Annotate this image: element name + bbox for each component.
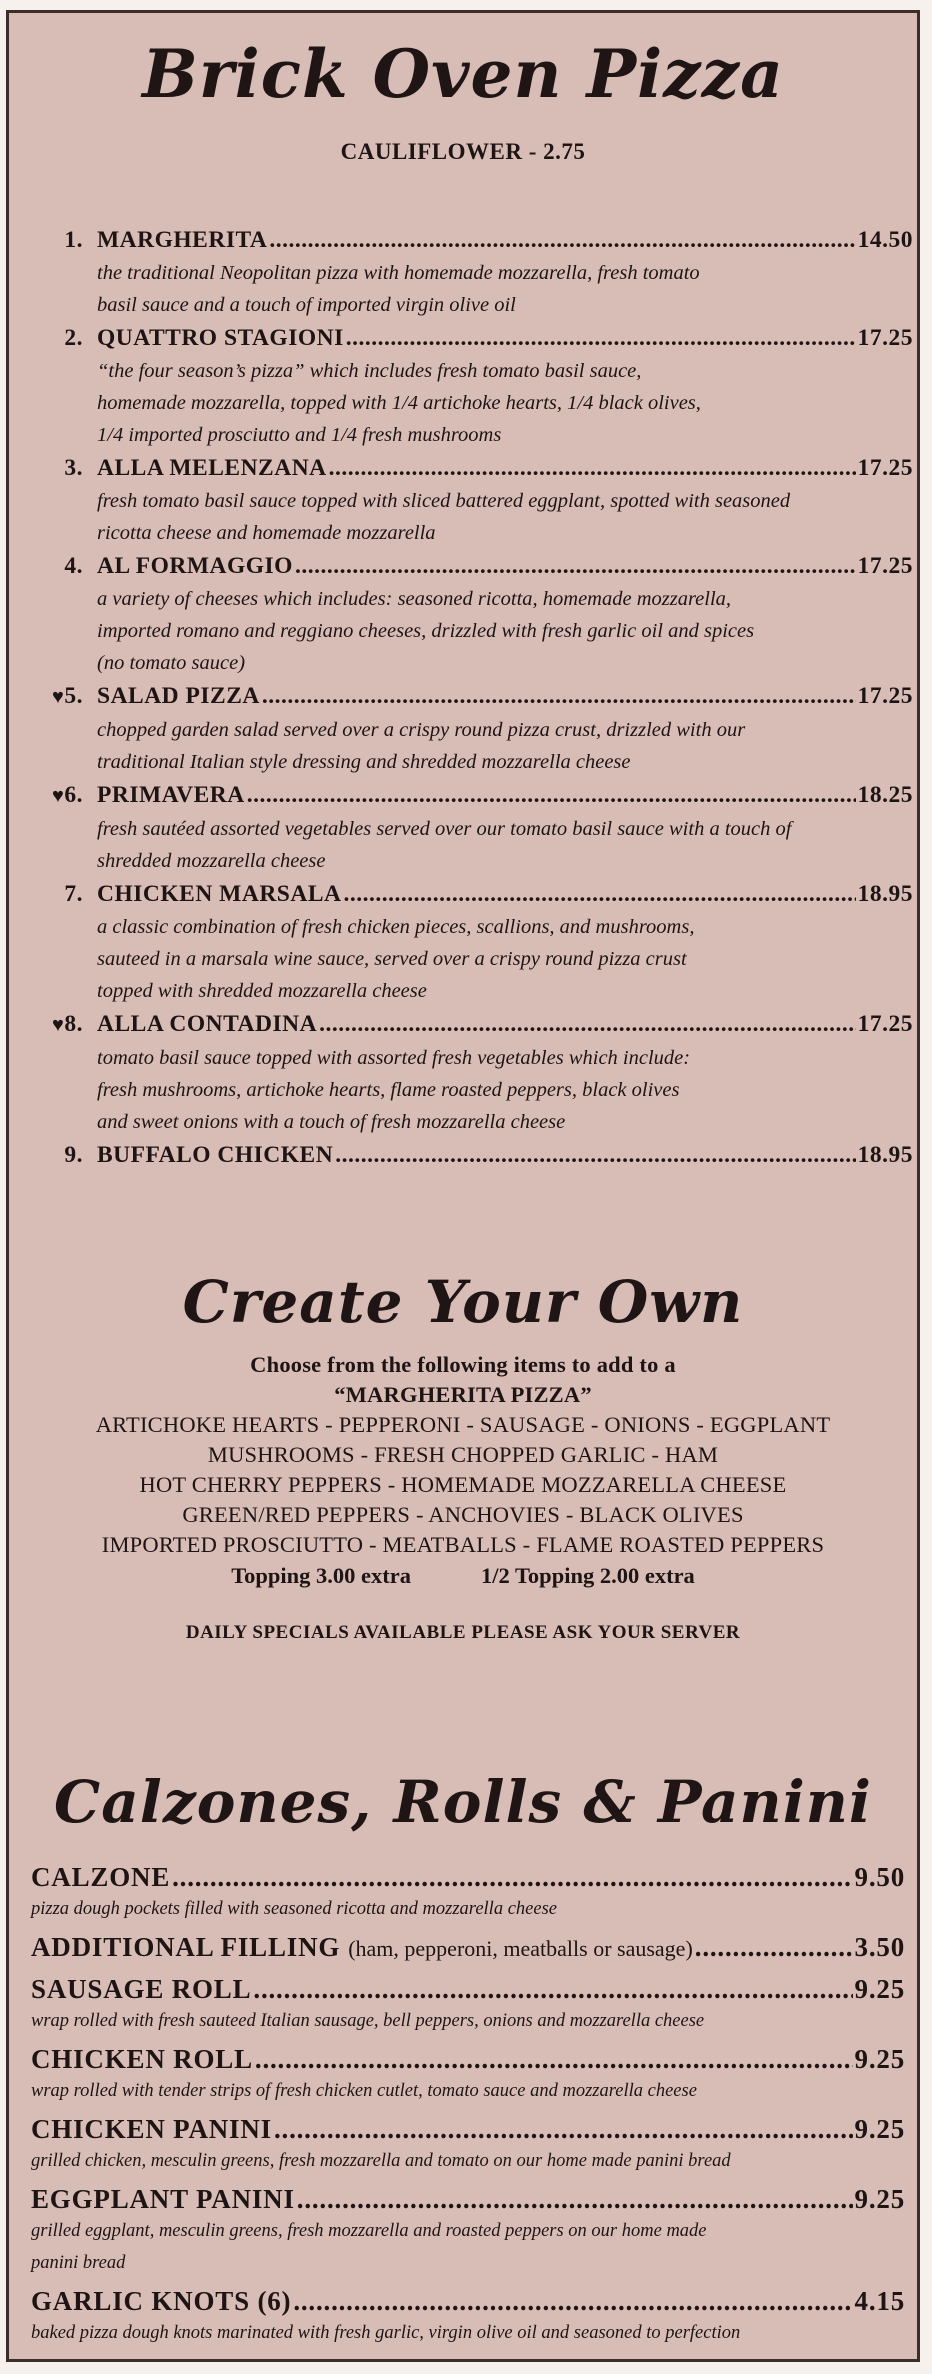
calzone-item-price: 9.25 — [854, 2184, 905, 2214]
pizza-item-price: 18.95 — [857, 1142, 913, 1168]
dot-leader — [335, 1138, 855, 1172]
pizza-item-number: 3. — [64, 455, 83, 481]
pizza-item-number: 4. — [64, 553, 83, 579]
pizza-item-description: 1/4 imported prosciutto and 1/4 fresh mushrooms — [97, 424, 502, 446]
pizza-item-description: tomato basil sauce topped with assorted fresh vegetables which include: — [97, 1047, 691, 1069]
calzone-item-description: grilled eggplant, mesculin greens, fresh mozzarella and roasted peppers on our home made — [31, 2221, 707, 2241]
pizza-item-price: 14.50 — [857, 227, 913, 253]
pizza-item — [37, 877, 913, 1007]
dot-leader — [253, 1970, 852, 2008]
pizza-item-description: chopped garden salad served over a crispy round pizza crust, drizzled with our — [97, 719, 746, 741]
pizza-item-price: 18.25 — [857, 782, 913, 808]
toppings-line: MUSHROOMS - FRESH CHOPPED GARLIC - HAM — [207, 1442, 719, 1467]
pizza-item-price: 17.25 — [857, 553, 913, 579]
pizza-item-number: 2. — [64, 325, 83, 351]
calzone-item-description: grilled chicken, mesculin greens, fresh mozzarella and tomato on our home made panini bread — [31, 2151, 731, 2171]
pizza-item-name: SALAD PIZZA — [97, 683, 260, 709]
pizza-item-price: 17.25 — [857, 683, 913, 709]
pizza-item-price: 17.25 — [857, 1011, 913, 1037]
dot-leader — [255, 2040, 853, 2078]
pizza-item-name: QUATTRO STAGIONI — [97, 325, 344, 351]
pizza-item-description: fresh sautéed assorted vegetables served over our tomato basil sauce with a touch of — [97, 818, 792, 840]
pizza-item — [37, 1007, 913, 1138]
dot-leader — [319, 1007, 856, 1041]
pizza-title: Brick Oven Pizza — [142, 35, 784, 113]
half-topping-price: 1/2 Topping 2.00 extra — [481, 1563, 695, 1588]
pizza-item-description: topped with shredded mozzarella cheese — [97, 980, 427, 1002]
pizza-item-description: a variety of cheeses which includes: seasoned ricotta, homemade mozzarella, — [97, 588, 732, 610]
calzone-item-name: CHICKEN ROLL — [31, 2044, 253, 2074]
calzone-item-price: 9.25 — [854, 1974, 905, 2004]
calzone-item-extra: (ham, pepperoni, meatballs or sausage) — [348, 1936, 693, 1961]
toppings-list — [9, 1410, 917, 1560]
calzone-item — [31, 1928, 905, 1968]
calzone-item-name: GARLIC KNOTS (6) — [31, 2286, 292, 2316]
toppings-line: ARTICHOKE HEARTS - PEPPERONI - SAUSAGE - ONIONS - EGGPLANT — [95, 1412, 831, 1437]
calzone-item — [31, 2282, 905, 2346]
pizza-item-name: AL FORMAGGIO — [97, 553, 293, 579]
menu-page — [6, 10, 920, 2362]
dot-leader — [695, 1928, 853, 1966]
calzone-item-description: panini bread — [31, 2253, 126, 2273]
calzone-item-price: 4.15 — [854, 2286, 905, 2316]
pizza-item-price: 17.25 — [857, 325, 913, 351]
pizza-item-description: shredded mozzarella cheese — [97, 850, 326, 872]
calzone-item — [31, 2040, 905, 2104]
pizza-item-name: PRIMAVERA — [97, 782, 245, 808]
toppings-line: GREEN/RED PEPPERS - ANCHOVIES - BLACK OLIVES — [182, 1502, 744, 1527]
pizza-item-price: 17.25 — [857, 455, 913, 481]
topping-prices — [9, 1560, 917, 1592]
toppings-line: HOT CHERRY PEPPERS - HOMEMADE MOZZARELLA CHEESE — [139, 1472, 787, 1497]
calzones-list — [31, 1858, 905, 2352]
dot-leader — [343, 877, 855, 911]
dot-leader — [262, 679, 856, 713]
dot-leader — [247, 778, 856, 812]
pizza-item — [37, 223, 913, 321]
pizza-item — [37, 321, 913, 451]
pizza-item-number: ♥6. — [52, 782, 83, 808]
pizza-item-name: ALLA MELENZANA — [97, 455, 327, 481]
dot-leader — [274, 2110, 853, 2148]
pizza-item-name: CHICKEN MARSALA — [97, 881, 342, 907]
pizza-item-name: BUFFALO CHICKEN — [97, 1142, 334, 1168]
pizza-item-description: fresh tomato basil sauce topped with sliced battered eggplant, spotted with seasoned — [97, 490, 791, 512]
calzone-item-price: 9.25 — [854, 2114, 905, 2144]
cauliflower-option: CAULIFLOWER - 2.75 — [340, 139, 586, 164]
create-intro-margherita: “MARGHERITA PIZZA” — [334, 1382, 592, 1407]
calzone-item-price: 9.50 — [854, 1862, 905, 1892]
calzone-item-description: pizza dough pockets filled with seasoned ricotta and mozzarella cheese — [31, 1899, 557, 1919]
calzone-item-name: CALZONE — [31, 1862, 171, 1892]
pizza-item-number: ♥8. — [52, 1011, 83, 1037]
toppings-line: IMPORTED PROSCIUTTO - MEATBALLS - FLAME ROASTED PEPPERS — [101, 1532, 825, 1557]
calzone-item — [31, 1858, 905, 1922]
pizza-item-name: ALLA CONTADINA — [97, 1011, 318, 1037]
pizza-item-number: 9. — [64, 1142, 83, 1168]
calzone-item-description: baked pizza dough knots marinated with fresh garlic, virgin olive oil and seasoned to perfection — [31, 2323, 741, 2343]
pizza-item-description: a classic combination of fresh chicken pieces, scallions, and mushrooms, — [97, 916, 695, 938]
heart-icon: ♥ — [52, 785, 65, 807]
calzone-item-price: 9.25 — [854, 2044, 905, 2074]
pizza-item-description: imported romano and reggiano cheeses, drizzled with fresh garlic oil and spices — [97, 620, 755, 642]
pizza-item-number: ♥5. — [52, 683, 83, 709]
dot-leader — [295, 549, 856, 583]
dot-leader — [293, 2282, 852, 2320]
calzone-item-description: wrap rolled with fresh sauteed Italian sausage, bell peppers, onions and mozzarella cheese — [31, 2011, 705, 2031]
create-intro: Choose from the following items to add to a — [250, 1352, 676, 1377]
pizza-item-description: ricotta cheese and homemade mozzarella — [97, 522, 436, 544]
calzone-item-name: EGGPLANT PANINI — [31, 2184, 295, 2214]
calzone-item-description: wrap rolled with tender strips of fresh chicken cutlet, tomato sauce and mozzarella cheese — [31, 2081, 697, 2101]
pizza-item-description: (no tomato sauce) — [97, 652, 246, 674]
pizza-item-description: basil sauce and a touch of imported virgin olive oil — [97, 294, 516, 316]
calzone-item — [31, 2180, 905, 2276]
pizza-item-description: “the four season’s pizza” which includes fresh tomato basil sauce, — [97, 360, 642, 382]
pizza-item-price: 18.95 — [857, 881, 913, 907]
daily-specials-note: DAILY SPECIALS AVAILABLE PLEASE ASK YOUR SERVER — [185, 1622, 741, 1643]
dot-leader — [329, 451, 856, 485]
calzone-item — [31, 1970, 905, 2034]
calzone-item — [31, 2110, 905, 2174]
heart-icon: ♥ — [52, 686, 65, 708]
calzones-title: Calzones, Rolls & Panini — [54, 1768, 872, 1836]
dot-leader — [269, 223, 855, 257]
pizza-item — [37, 451, 913, 549]
pizza-item-description: fresh mushrooms, artichoke hearts, flame roasted peppers, black olives — [97, 1079, 680, 1101]
pizza-item-description: and sweet onions with a touch of fresh mozzarella cheese — [97, 1111, 566, 1133]
pizza-item-number: 7. — [64, 881, 83, 907]
calzone-item-name: CHICKEN PANINI — [31, 2114, 272, 2144]
calzone-item-name: ADDITIONAL FILLING — [31, 1932, 341, 1962]
dot-leader — [346, 321, 856, 355]
dot-leader — [172, 1858, 852, 1896]
create-your-own-section — [9, 1268, 917, 1644]
pizza-item-description: the traditional Neopolitan pizza with homemade mozzarella, fresh tomato — [97, 262, 700, 284]
pizza-item — [37, 778, 913, 877]
topping-price: Topping 3.00 extra — [231, 1563, 412, 1588]
pizza-item-number: 1. — [64, 227, 83, 253]
pizza-item — [37, 679, 913, 778]
pizza-item — [37, 549, 913, 679]
dot-leader — [297, 2180, 853, 2218]
pizza-item — [37, 1138, 913, 1172]
calzone-item-price: 3.50 — [854, 1932, 905, 1962]
pizza-item-description: traditional Italian style dressing and shredded mozzarella cheese — [97, 751, 631, 773]
pizza-item-description: sauteed in a marsala wine sauce, served over a crispy round pizza crust — [97, 948, 687, 970]
calzone-item-name: SAUSAGE ROLL — [31, 1974, 252, 2004]
pizza-list — [37, 223, 913, 1172]
pizza-item-description: homemade mozzarella, topped with 1/4 artichoke hearts, 1/4 black olives, — [97, 392, 701, 414]
create-title: Create Your Own — [182, 1268, 744, 1336]
heart-icon: ♥ — [52, 1014, 65, 1036]
pizza-item-name: MARGHERITA — [97, 227, 268, 253]
